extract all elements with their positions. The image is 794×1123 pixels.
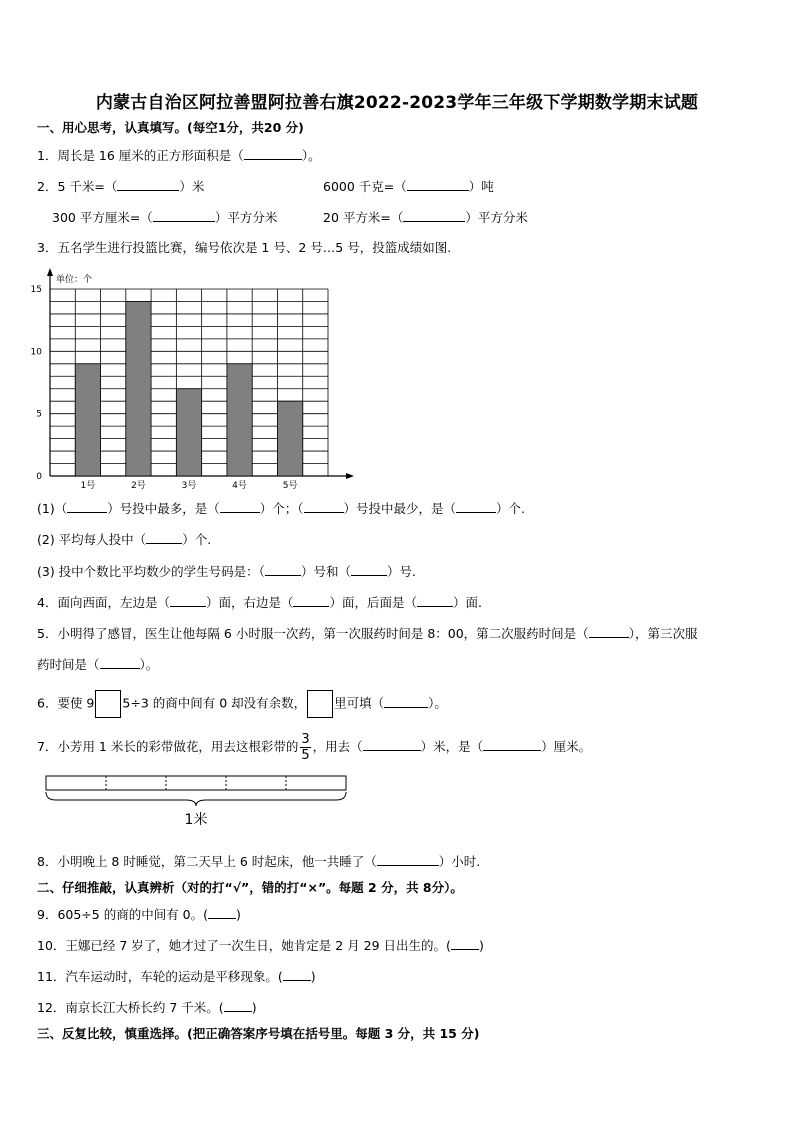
answer-blank[interactable] xyxy=(351,563,387,576)
answer-blank[interactable] xyxy=(100,656,140,669)
question-3-part-1: (1)（ ）号投中最多，是（ ）个；（ ）号投中最少，是（ ）个. xyxy=(37,501,525,516)
answer-blank[interactable] xyxy=(363,738,421,751)
section-2-heading: 二、仔细推敲，认真辨析（对的打“√”，错的打“×”。每题 2 分，共 8分）。 xyxy=(37,880,463,895)
question-5-line-1: 5．小明得了感冒，医生让他每隔 6 小时服一次药，第一次服药时间是 8：00，第二次服药时间是（ ），第三次服 xyxy=(37,626,698,641)
x-tick-label: 1号 xyxy=(80,481,96,491)
question-3-intro: 3．五名学生进行投篮比赛，编号依次是 1 号、2 号…5 号，投篮成绩如图. xyxy=(37,240,452,255)
page-title: 内蒙古自治区阿拉善盟阿拉善右旗2022-2023学年三年级下学期数学期末试题 xyxy=(95,93,699,113)
ribbon-length-label: 1米 xyxy=(184,812,208,828)
answer-blank[interactable] xyxy=(244,147,302,160)
question-7: 7．小芳用 1 米长的彩带做花，用去这根彩带的 $\frac{3}{5}$ ，用去（ ）米，是（ ）厘米。 xyxy=(37,732,592,763)
section-3-heading: 三、反复比较，慎重选择。(把正确答案序号填在括号里。每题 3 分，共 15 分) xyxy=(37,1026,480,1041)
bar-chart xyxy=(30,264,360,492)
answer-blank[interactable] xyxy=(153,209,215,222)
y-tick-label: 0 xyxy=(36,472,42,482)
bar-1 xyxy=(75,364,100,476)
answer-blank[interactable] xyxy=(417,594,453,607)
x-tick-label: 5号 xyxy=(282,481,298,491)
answer-blank[interactable] xyxy=(377,853,439,866)
question-8: 8．小明晚上 8 时睡觉，第二天早上 6 时起床，他一共睡了（ ）小时. xyxy=(37,854,481,869)
question-5-line-2: 药时间是（ ）。 xyxy=(37,657,159,672)
question-9: 9．605÷5 的商的中间有 0。( ) xyxy=(37,907,241,922)
answer-blank[interactable] xyxy=(146,531,182,544)
bar-4 xyxy=(227,364,252,476)
answer-blank[interactable] xyxy=(293,594,329,607)
question-4: 4．面向西面，左边是（ ）面，右边是（ ）面，后面是（ ）面. xyxy=(37,595,482,610)
x-tick-label: 2号 xyxy=(131,481,146,491)
digit-box[interactable] xyxy=(307,690,333,718)
answer-blank[interactable] xyxy=(483,738,541,751)
y-tick-label: 5 xyxy=(36,409,42,420)
answer-blank[interactable] xyxy=(170,594,206,607)
y-axis-arrow xyxy=(47,268,53,276)
bar-2 xyxy=(126,301,151,476)
ribbon-diagram xyxy=(40,770,360,832)
question-2-row-1b: 6000 千克=（ ）吨 xyxy=(323,179,494,194)
answer-blank[interactable] xyxy=(283,968,311,981)
answer-blank[interactable] xyxy=(224,999,252,1012)
question-6: 6．要使 9 5÷3 的商中间有 0 却没有余数， 里可填（ ）。 xyxy=(37,690,447,718)
question-12: 12．南京长江大桥长约 7 千米。( ) xyxy=(37,1000,257,1015)
x-tick-label: 4号 xyxy=(232,481,247,491)
answer-blank[interactable] xyxy=(265,563,301,576)
question-3-part-2: (2) 平均每人投中（ ）个. xyxy=(37,532,212,547)
section-1-heading: 一、用心思考，认真填写。(每空1分，共20 分) xyxy=(37,120,304,135)
unit-label: 单位：个 xyxy=(56,275,93,285)
answer-blank[interactable] xyxy=(451,937,479,950)
bar-3 xyxy=(176,389,201,476)
question-1: 1．周长是 16 厘米的正方形面积是（ ）。 xyxy=(37,148,321,163)
question-2-row-1: 2．5 千米=（ ）米 xyxy=(37,179,205,194)
answer-blank[interactable] xyxy=(456,500,496,513)
digit-box[interactable] xyxy=(95,690,121,718)
question-11: 11．汽车运动时，车轮的运动是平移现象。( ) xyxy=(37,969,316,984)
question-2-row-2: 300 平方厘米=（ ）平方分米 xyxy=(52,210,278,225)
answer-blank[interactable] xyxy=(208,906,236,919)
x-tick-label: 3号 xyxy=(181,481,197,491)
question-2-row-2b: 20 平方米=（ ）平方分米 xyxy=(323,210,528,225)
x-axis-arrow xyxy=(346,473,354,479)
fraction: $\frac{3}{5}$ xyxy=(301,732,310,763)
question-10: 10．王娜已经 7 岁了，她才过了一次生日，她肯定是 2 月 29 日出生的。( ) xyxy=(37,938,484,953)
question-3-part-3: (3) 投中个数比平均数少的学生号码是：（ ）号和（ ）号. xyxy=(37,564,416,579)
answer-blank[interactable] xyxy=(220,500,260,513)
answer-blank[interactable] xyxy=(117,178,179,191)
answer-blank[interactable] xyxy=(304,500,344,513)
answer-blank[interactable] xyxy=(384,695,428,708)
answer-blank[interactable] xyxy=(589,625,629,638)
answer-blank[interactable] xyxy=(67,500,107,513)
bar-5 xyxy=(277,401,302,476)
answer-blank[interactable] xyxy=(407,178,469,191)
answer-blank[interactable] xyxy=(403,209,465,222)
y-tick-label: 15 xyxy=(30,285,42,295)
y-tick-label: 10 xyxy=(30,347,42,358)
